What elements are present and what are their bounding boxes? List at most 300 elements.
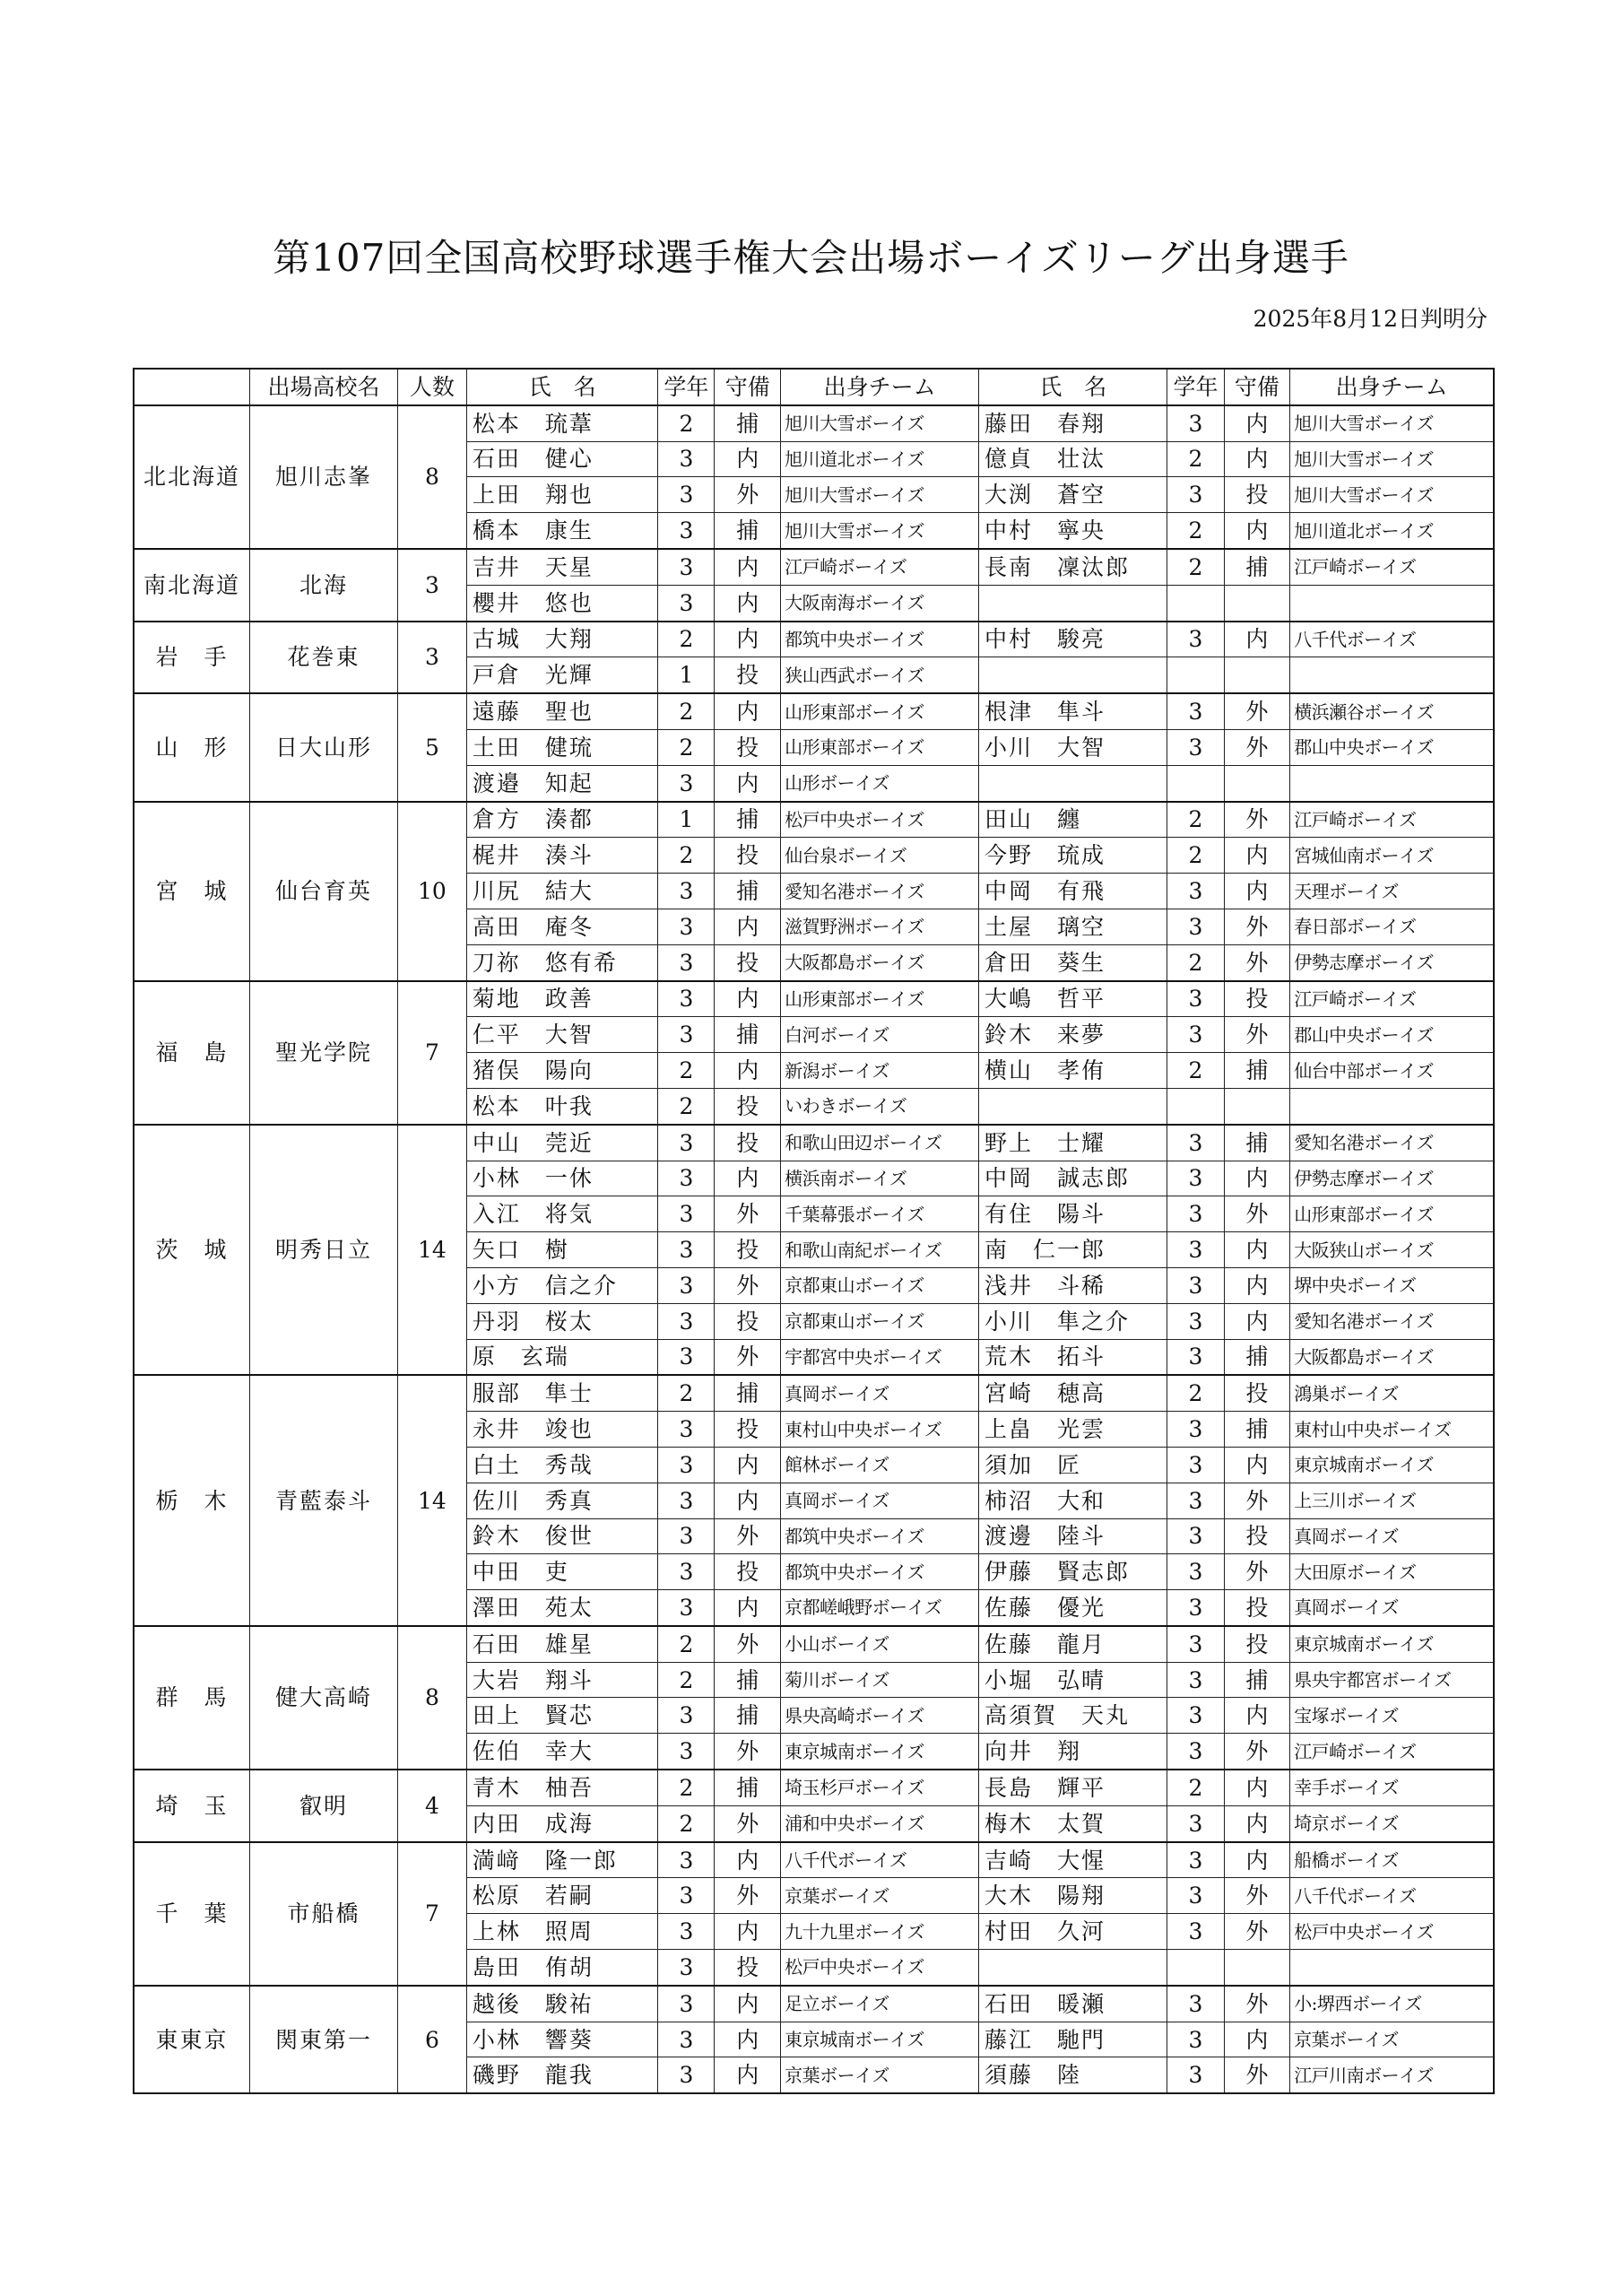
prefecture-cell: 南北海道 xyxy=(134,549,249,622)
origin-team-2: 八千代ボーイズ xyxy=(1290,1878,1494,1914)
origin-team: 館林ボーイズ xyxy=(781,1447,979,1483)
player-grade: 3 xyxy=(658,1412,715,1448)
player-position-2: 投 xyxy=(1224,1375,1290,1411)
player-grade-2: 3 xyxy=(1167,1878,1224,1914)
player-name: 梶井 湊斗 xyxy=(466,838,658,874)
player-name-2: 土屋 璃空 xyxy=(979,909,1167,944)
player-name: 櫻井 悠也 xyxy=(466,585,658,621)
player-name: 倉方 湊都 xyxy=(466,802,658,838)
player-position: 捕 xyxy=(715,1698,781,1734)
table-row xyxy=(134,405,1494,441)
player-grade: 2 xyxy=(658,693,715,729)
origin-team-2: 伊勢志摩ボーイズ xyxy=(1290,944,1494,980)
origin-team-2: 伊勢志摩ボーイズ xyxy=(1290,1161,1494,1196)
player-position-2: 内 xyxy=(1224,1805,1290,1841)
player-grade: 1 xyxy=(658,802,715,838)
player-grade: 3 xyxy=(658,1339,715,1375)
player-name: 丹羽 桜太 xyxy=(466,1303,658,1339)
player-position-2: 捕 xyxy=(1224,1125,1290,1161)
origin-team: 都筑中央ボーイズ xyxy=(781,1554,979,1590)
player-position-2: 外 xyxy=(1224,1734,1290,1770)
player-position: 捕 xyxy=(715,513,781,549)
player-grade-2: 3 xyxy=(1167,693,1224,729)
prefecture-cell: 栃 木 xyxy=(134,1375,249,1626)
table-row xyxy=(134,622,1494,657)
player-name-2: 吉崎 大惺 xyxy=(979,1842,1167,1878)
header-cell-name-2: 氏 名 xyxy=(979,369,1167,405)
origin-team: 浦和中央ボーイズ xyxy=(781,1805,979,1841)
player-position: 外 xyxy=(715,1734,781,1770)
player-name-2: 伊藤 賢志郎 xyxy=(979,1554,1167,1590)
player-name: 田上 賢芯 xyxy=(466,1698,658,1734)
player-name: 青木 柚吾 xyxy=(466,1770,658,1805)
origin-team: 山形東部ボーイズ xyxy=(781,693,979,729)
origin-team: 宇都宮中央ボーイズ xyxy=(781,1339,979,1375)
roster-table xyxy=(133,368,1495,2094)
player-position-2 xyxy=(1224,657,1290,693)
origin-team-2: 仙台中部ボーイズ xyxy=(1290,1053,1494,1089)
player-count-cell: 5 xyxy=(398,693,467,801)
player-position: 投 xyxy=(715,1303,781,1339)
player-name: 原 玄瑞 xyxy=(466,1339,658,1375)
player-position: 捕 xyxy=(715,1017,781,1053)
player-count-cell: 4 xyxy=(398,1770,467,1842)
player-position-2: 外 xyxy=(1224,1986,1290,2022)
player-grade-2: 2 xyxy=(1167,513,1224,549)
player-name: 服部 隼士 xyxy=(466,1375,658,1411)
player-name-2: 長島 輝平 xyxy=(979,1770,1167,1805)
player-name-2: 中村 駿亮 xyxy=(979,622,1167,657)
player-name-2 xyxy=(979,585,1167,621)
header-row xyxy=(134,369,1494,405)
document-title: 第107回全国高校野球選手権大会出場ボーイズリーグ出身選手 xyxy=(273,236,1349,280)
origin-team: 菊川ボーイズ xyxy=(781,1662,979,1698)
player-position-2: 内 xyxy=(1224,622,1290,657)
school-cell: 仙台育英 xyxy=(249,802,397,981)
origin-team-2: 愛知名港ボーイズ xyxy=(1290,1125,1494,1161)
player-grade-2: 2 xyxy=(1167,1053,1224,1089)
school-cell: 健大高崎 xyxy=(249,1626,397,1770)
player-grade: 3 xyxy=(658,765,715,801)
player-name-2: 横山 孝侑 xyxy=(979,1053,1167,1089)
player-name-2: 大嶋 哲平 xyxy=(979,981,1167,1017)
school-cell: 叡明 xyxy=(249,1770,397,1842)
school-cell: 市船橋 xyxy=(249,1842,397,1986)
player-name-2: 村田 久河 xyxy=(979,1914,1167,1950)
player-position-2: 外 xyxy=(1224,802,1290,838)
player-grade: 2 xyxy=(658,622,715,657)
header-cell-grade-2: 学年 xyxy=(1167,369,1224,405)
origin-team-2 xyxy=(1290,657,1494,693)
player-grade: 3 xyxy=(658,1914,715,1950)
origin-team: 真岡ボーイズ xyxy=(781,1483,979,1518)
player-position: 内 xyxy=(715,765,781,801)
player-name-2 xyxy=(979,1950,1167,1986)
player-name: 小方 信之介 xyxy=(466,1267,658,1303)
player-name: 石田 雄星 xyxy=(466,1626,658,1662)
origin-team-2: 江戸崎ボーイズ xyxy=(1290,802,1494,838)
player-grade: 2 xyxy=(658,1770,715,1805)
table-row xyxy=(134,1375,1494,1411)
origin-team-2 xyxy=(1290,1950,1494,1986)
school-cell: 明秀日立 xyxy=(249,1125,397,1376)
player-name: 仁平 大智 xyxy=(466,1017,658,1053)
player-position: 投 xyxy=(715,729,781,765)
player-name-2: 今野 琉成 xyxy=(979,838,1167,874)
school-cell: 聖光学院 xyxy=(249,981,397,1125)
player-position: 投 xyxy=(715,1412,781,1448)
origin-team: 白河ボーイズ xyxy=(781,1017,979,1053)
player-name-2: 上畠 光雲 xyxy=(979,1412,1167,1448)
player-grade-2: 3 xyxy=(1167,1554,1224,1590)
player-grade: 2 xyxy=(658,838,715,874)
player-grade: 3 xyxy=(658,1734,715,1770)
player-grade-2: 3 xyxy=(1167,1412,1224,1448)
player-name-2 xyxy=(979,1088,1167,1124)
origin-team-2: 横浜瀬谷ボーイズ xyxy=(1290,693,1494,729)
player-grade-2: 2 xyxy=(1167,549,1224,585)
player-grade: 2 xyxy=(658,1805,715,1841)
player-position: 内 xyxy=(715,981,781,1017)
player-grade: 3 xyxy=(658,549,715,585)
table-row xyxy=(134,1770,1494,1805)
origin-team: 旭川大雪ボーイズ xyxy=(781,477,979,513)
player-name-2: 渡邊 陸斗 xyxy=(979,1518,1167,1554)
player-name: 島田 侑胡 xyxy=(466,1950,658,1986)
player-grade-2: 3 xyxy=(1167,1196,1224,1232)
player-position-2: 内 xyxy=(1224,2022,1290,2057)
origin-team-2: 松戸中央ボーイズ xyxy=(1290,1914,1494,1950)
player-grade: 3 xyxy=(658,1125,715,1161)
player-position: 捕 xyxy=(715,874,781,909)
origin-team: 愛知名港ボーイズ xyxy=(781,874,979,909)
player-name-2: 高須賀 天丸 xyxy=(979,1698,1167,1734)
player-position-2: 外 xyxy=(1224,729,1290,765)
player-position: 投 xyxy=(715,1554,781,1590)
player-name: 土田 健琉 xyxy=(466,729,658,765)
player-count-cell: 6 xyxy=(398,1986,467,2093)
player-name: 猪俣 陽向 xyxy=(466,1053,658,1089)
player-position-2: 内 xyxy=(1224,1232,1290,1268)
origin-team: 狭山西武ボーイズ xyxy=(781,657,979,693)
origin-team-2: 大阪狭山ボーイズ xyxy=(1290,1232,1494,1268)
player-grade: 2 xyxy=(658,1662,715,1698)
origin-team-2: 郡山中央ボーイズ xyxy=(1290,729,1494,765)
player-name-2: 大渕 蒼空 xyxy=(979,477,1167,513)
player-name: 渡邉 知起 xyxy=(466,765,658,801)
player-count-cell: 8 xyxy=(398,405,467,549)
header-cell-position: 守備 xyxy=(715,369,781,405)
player-name: 中山 莞近 xyxy=(466,1125,658,1161)
player-name: 矢口 樹 xyxy=(466,1232,658,1268)
origin-team: 都筑中央ボーイズ xyxy=(781,622,979,657)
player-name-2: 有住 陽斗 xyxy=(979,1196,1167,1232)
player-grade-2: 3 xyxy=(1167,1267,1224,1303)
player-grade: 3 xyxy=(658,1842,715,1878)
player-position: 外 xyxy=(715,1518,781,1554)
table-row xyxy=(134,1125,1494,1161)
origin-team-2: 旭川大雪ボーイズ xyxy=(1290,477,1494,513)
origin-team: 都筑中央ボーイズ xyxy=(781,1518,979,1554)
player-position: 内 xyxy=(715,2057,781,2093)
player-name: 橋本 康生 xyxy=(466,513,658,549)
player-grade: 2 xyxy=(658,1375,715,1411)
player-grade-2: 3 xyxy=(1167,1734,1224,1770)
player-grade-2: 3 xyxy=(1167,1662,1224,1698)
player-name: 上田 翔也 xyxy=(466,477,658,513)
player-grade: 3 xyxy=(658,981,715,1017)
player-name-2: 梅木 太賀 xyxy=(979,1805,1167,1841)
prefecture-cell: 群 馬 xyxy=(134,1626,249,1770)
player-position-2 xyxy=(1224,585,1290,621)
player-grade-2: 3 xyxy=(1167,1986,1224,2022)
player-name: 刀祢 悠有希 xyxy=(466,944,658,980)
player-grade: 3 xyxy=(658,1950,715,1986)
origin-team-2 xyxy=(1290,765,1494,801)
player-name-2: 浅井 斗稀 xyxy=(979,1267,1167,1303)
player-name-2: 大木 陽翔 xyxy=(979,1878,1167,1914)
player-name: 石田 健心 xyxy=(466,441,658,477)
origin-team: 旭川大雪ボーイズ xyxy=(781,513,979,549)
player-name: 磯野 龍我 xyxy=(466,2057,658,2093)
header-cell-school: 出場高校名 xyxy=(249,369,397,405)
prefecture-cell: 千 葉 xyxy=(134,1842,249,1986)
player-grade-2: 2 xyxy=(1167,1375,1224,1411)
origin-team: 山形東部ボーイズ xyxy=(781,981,979,1017)
school-cell: 北海 xyxy=(249,549,397,622)
player-position-2: 捕 xyxy=(1224,1339,1290,1375)
player-grade: 3 xyxy=(658,1518,715,1554)
player-position: 内 xyxy=(715,622,781,657)
origin-team-2: 鴻巣ボーイズ xyxy=(1290,1375,1494,1411)
player-name-2: 柿沼 大和 xyxy=(979,1483,1167,1518)
player-grade-2 xyxy=(1167,1088,1224,1124)
player-grade-2: 3 xyxy=(1167,874,1224,909)
player-position-2: 内 xyxy=(1224,838,1290,874)
player-name-2 xyxy=(979,765,1167,801)
player-position-2: 外 xyxy=(1224,1554,1290,1590)
player-grade: 3 xyxy=(658,1161,715,1196)
origin-team: 東京城南ボーイズ xyxy=(781,1734,979,1770)
player-grade-2: 3 xyxy=(1167,1518,1224,1554)
origin-team: 山形東部ボーイズ xyxy=(781,729,979,765)
origin-team-2: 江戸崎ボーイズ xyxy=(1290,981,1494,1017)
player-name: 遠藤 聖也 xyxy=(466,693,658,729)
player-name: 菊地 政善 xyxy=(466,981,658,1017)
player-position-2 xyxy=(1224,765,1290,801)
prefecture-cell: 茨 城 xyxy=(134,1125,249,1376)
player-grade-2: 3 xyxy=(1167,1590,1224,1626)
player-grade-2: 3 xyxy=(1167,909,1224,944)
player-name-2: 小堀 弘晴 xyxy=(979,1662,1167,1698)
origin-team: 和歌山田辺ボーイズ xyxy=(781,1125,979,1161)
player-name: 佐伯 幸大 xyxy=(466,1734,658,1770)
table-row xyxy=(134,1842,1494,1878)
player-position: 内 xyxy=(715,693,781,729)
origin-team-2: 東京城南ボーイズ xyxy=(1290,1447,1494,1483)
origin-team: 真岡ボーイズ xyxy=(781,1375,979,1411)
origin-team-2: 小:堺西ボーイズ xyxy=(1290,1986,1494,2022)
player-name: 鈴木 俊世 xyxy=(466,1518,658,1554)
origin-team: 山形ボーイズ xyxy=(781,765,979,801)
player-grade-2: 3 xyxy=(1167,1125,1224,1161)
player-name-2: 須藤 陸 xyxy=(979,2057,1167,2093)
player-grade-2: 3 xyxy=(1167,1483,1224,1518)
origin-team: 旭川道北ボーイズ xyxy=(781,441,979,477)
origin-team-2: 大田原ボーイズ xyxy=(1290,1554,1494,1590)
player-name-2: 田山 纏 xyxy=(979,802,1167,838)
origin-team: 東村山中央ボーイズ xyxy=(781,1412,979,1448)
origin-team: 和歌山南紀ボーイズ xyxy=(781,1232,979,1268)
player-grade-2: 2 xyxy=(1167,802,1224,838)
player-position-2: 内 xyxy=(1224,1267,1290,1303)
origin-team: 県央高崎ボーイズ xyxy=(781,1698,979,1734)
player-name: 内田 成海 xyxy=(466,1805,658,1841)
player-position: 内 xyxy=(715,1483,781,1518)
player-grade-2: 2 xyxy=(1167,944,1224,980)
origin-team: 横浜南ボーイズ xyxy=(781,1161,979,1196)
player-grade-2 xyxy=(1167,1950,1224,1986)
player-name-2: 中村 寧央 xyxy=(979,513,1167,549)
origin-team-2: 愛知名港ボーイズ xyxy=(1290,1303,1494,1339)
player-name-2: 佐藤 龍月 xyxy=(979,1626,1167,1662)
origin-team-2: 京葉ボーイズ xyxy=(1290,2022,1494,2057)
origin-team: 京葉ボーイズ xyxy=(781,2057,979,2093)
origin-team: 八千代ボーイズ xyxy=(781,1842,979,1878)
origin-team: 足立ボーイズ xyxy=(781,1986,979,2022)
prefecture-cell: 宮 城 xyxy=(134,802,249,981)
player-position-2: 捕 xyxy=(1224,549,1290,585)
player-position-2: 内 xyxy=(1224,1842,1290,1878)
origin-team-2: 上三川ボーイズ xyxy=(1290,1483,1494,1518)
player-count-cell: 14 xyxy=(398,1125,467,1376)
player-position-2: 投 xyxy=(1224,981,1290,1017)
player-name: 小林 響葵 xyxy=(466,2022,658,2057)
origin-team-2 xyxy=(1290,585,1494,621)
origin-team-2: 旭川道北ボーイズ xyxy=(1290,513,1494,549)
table-row xyxy=(134,549,1494,585)
origin-team-2: 天理ボーイズ xyxy=(1290,874,1494,909)
origin-team: 新潟ボーイズ xyxy=(781,1053,979,1089)
origin-team-2: 幸手ボーイズ xyxy=(1290,1770,1494,1805)
player-name-2: 石田 暖瀬 xyxy=(979,1986,1167,2022)
player-name-2: 荒木 拓斗 xyxy=(979,1339,1167,1375)
prefecture-cell: 山 形 xyxy=(134,693,249,801)
origin-team: 千葉幕張ボーイズ xyxy=(781,1196,979,1232)
origin-team: 京都東山ボーイズ xyxy=(781,1303,979,1339)
origin-team: 東京城南ボーイズ xyxy=(781,2022,979,2057)
player-grade: 3 xyxy=(658,1554,715,1590)
player-name: 永井 竣也 xyxy=(466,1412,658,1448)
table-row xyxy=(134,802,1494,838)
player-grade: 3 xyxy=(658,477,715,513)
origin-team-2: 大阪都島ボーイズ xyxy=(1290,1339,1494,1375)
table-row xyxy=(134,1626,1494,1662)
player-grade: 3 xyxy=(658,1303,715,1339)
player-grade-2 xyxy=(1167,765,1224,801)
player-grade: 3 xyxy=(658,1986,715,2022)
roster-body xyxy=(134,405,1494,2093)
player-count-cell: 3 xyxy=(398,622,467,694)
origin-team: 松戸中央ボーイズ xyxy=(781,802,979,838)
player-grade: 3 xyxy=(658,2057,715,2093)
player-position: 捕 xyxy=(715,1770,781,1805)
table-row xyxy=(134,693,1494,729)
prefecture-cell: 北北海道 xyxy=(134,405,249,549)
origin-team: 大阪都島ボーイズ xyxy=(781,944,979,980)
player-position: 捕 xyxy=(715,405,781,441)
player-name: 上林 照周 xyxy=(466,1914,658,1950)
player-name-2: 向井 翔 xyxy=(979,1734,1167,1770)
player-position: 内 xyxy=(715,1986,781,2022)
player-count-cell: 8 xyxy=(398,1626,467,1770)
date-note: 2025年8月12日判明分 xyxy=(1253,306,1488,332)
player-position-2: 外 xyxy=(1224,1017,1290,1053)
prefecture-cell: 東東京 xyxy=(134,1986,249,2093)
player-name-2: 藤江 馳門 xyxy=(979,2022,1167,2057)
player-grade: 3 xyxy=(658,1267,715,1303)
player-grade: 2 xyxy=(658,405,715,441)
player-position-2: 内 xyxy=(1224,441,1290,477)
origin-team-2: 宝塚ボーイズ xyxy=(1290,1698,1494,1734)
origin-team-2: 旭川大雪ボーイズ xyxy=(1290,405,1494,441)
player-name: 大岩 翔斗 xyxy=(466,1662,658,1698)
origin-team: 京都嵯峨野ボーイズ xyxy=(781,1590,979,1626)
player-position: 内 xyxy=(715,549,781,585)
player-grade-2: 2 xyxy=(1167,441,1224,477)
player-grade: 3 xyxy=(658,513,715,549)
player-grade: 3 xyxy=(658,2022,715,2057)
player-name: 満﨑 隆一郎 xyxy=(466,1842,658,1878)
player-position: 内 xyxy=(715,1447,781,1483)
origin-team: 小山ボーイズ xyxy=(781,1626,979,1662)
school-cell: 日大山形 xyxy=(249,693,397,801)
player-grade-2: 3 xyxy=(1167,1842,1224,1878)
player-name-2 xyxy=(979,657,1167,693)
player-grade-2: 3 xyxy=(1167,981,1224,1017)
player-grade: 3 xyxy=(658,1232,715,1268)
player-position-2: 内 xyxy=(1224,513,1290,549)
player-grade-2 xyxy=(1167,585,1224,621)
player-name-2: 鈴木 来夢 xyxy=(979,1017,1167,1053)
player-grade-2: 3 xyxy=(1167,1626,1224,1662)
player-grade-2: 2 xyxy=(1167,838,1224,874)
origin-team: 滋賀野洲ボーイズ xyxy=(781,909,979,944)
player-position: 捕 xyxy=(715,1662,781,1698)
player-grade: 3 xyxy=(658,874,715,909)
player-position-2: 投 xyxy=(1224,1626,1290,1662)
player-name-2: 中岡 誠志郎 xyxy=(979,1161,1167,1196)
player-name: 戸倉 光輝 xyxy=(466,657,658,693)
origin-team-2: 江戸川南ボーイズ xyxy=(1290,2057,1494,2093)
player-name-2: 小川 大智 xyxy=(979,729,1167,765)
origin-team-2: 県央宇都宮ボーイズ xyxy=(1290,1662,1494,1698)
school-cell: 青藍泰斗 xyxy=(249,1375,397,1626)
player-name-2: 小川 隼之介 xyxy=(979,1303,1167,1339)
player-name-2: 野上 士耀 xyxy=(979,1125,1167,1161)
origin-team: 大阪南海ボーイズ xyxy=(781,585,979,621)
player-position: 外 xyxy=(715,1267,781,1303)
origin-team-2: 江戸崎ボーイズ xyxy=(1290,549,1494,585)
player-position: 内 xyxy=(715,1914,781,1950)
player-grade: 3 xyxy=(658,1590,715,1626)
origin-team: 京葉ボーイズ xyxy=(781,1878,979,1914)
player-position: 内 xyxy=(715,2022,781,2057)
player-name: 高田 庵冬 xyxy=(466,909,658,944)
player-position: 内 xyxy=(715,585,781,621)
player-name: 中田 吏 xyxy=(466,1554,658,1590)
origin-team: 仙台泉ボーイズ xyxy=(781,838,979,874)
